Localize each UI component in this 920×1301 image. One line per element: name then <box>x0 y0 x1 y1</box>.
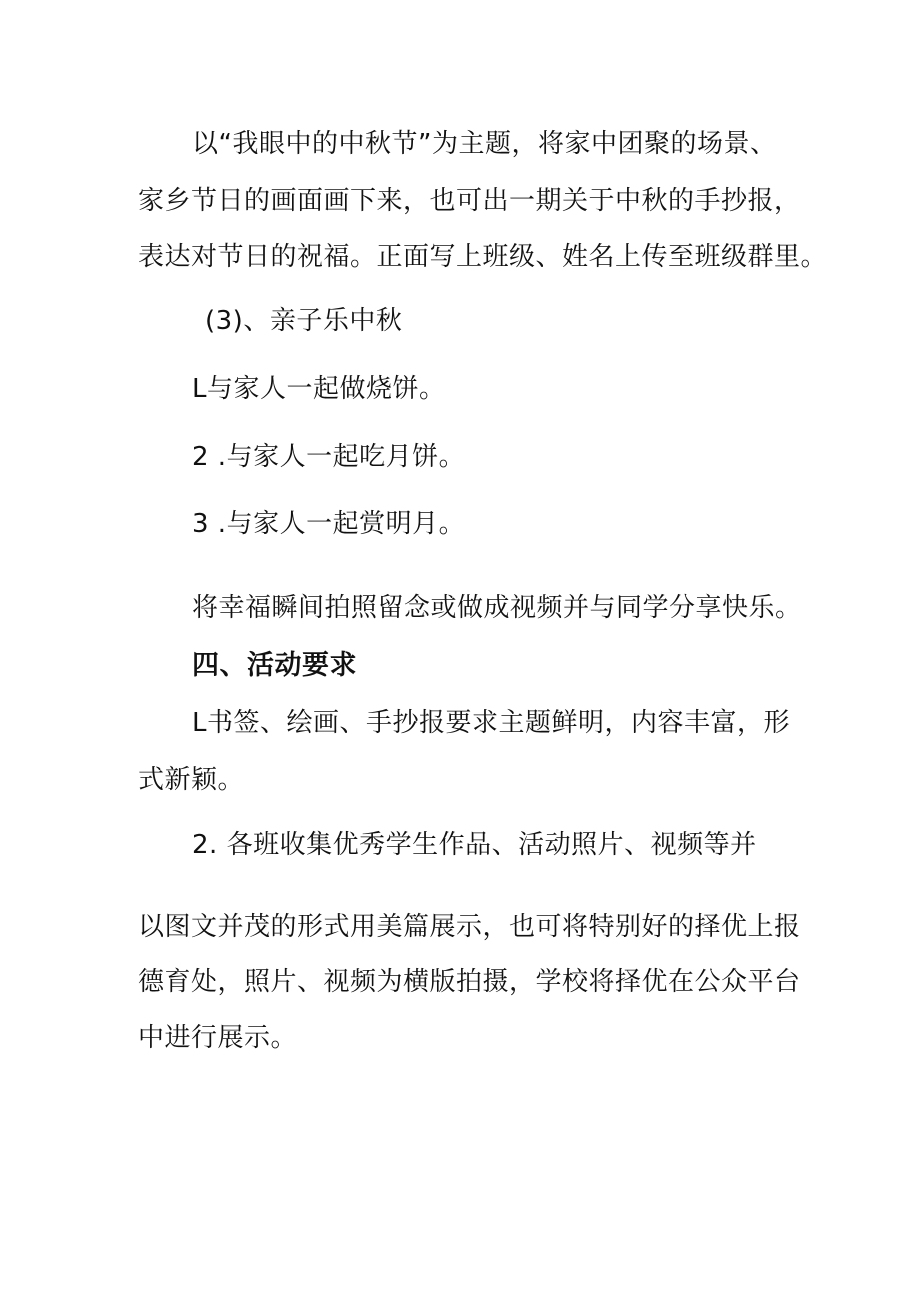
list-item-2: 2 .与家人一起吃月饼。 <box>192 442 466 472</box>
share-paragraph: 将幸福瞬间拍照留念或做成视频并与同学分享快乐。 <box>192 593 802 623</box>
display-paragraph-line-2: 德育处，照片、视频为横版拍摄，学校将择优在公众平台 <box>138 967 801 997</box>
list-item-1: L与家人一起做烧饼。 <box>192 374 446 404</box>
paragraph-theme-line-1: 以“我眼中的中秋节”为主题，将家中团聚的场景、 <box>192 129 777 159</box>
section-subtitle: (3)、亲子乐中秋 <box>205 306 403 336</box>
paragraph-theme-line-3: 表达对节日的祝福。正面写上班级、姓名上传至班级群里。 <box>138 242 828 272</box>
paragraph-theme-line-2: 家乡节日的画面画下来，也可出一期关于中秋的手抄报， <box>138 186 801 216</box>
requirement-1-line-2: 式新颖。 <box>138 765 245 795</box>
display-paragraph-line-1: 以图文并茂的形式用美篇展示，也可将特别好的择优上报 <box>138 912 801 942</box>
requirement-2-line-1: 2. 各班收集优秀学生作品、活动照片、视频等并 <box>192 830 757 860</box>
requirement-1-line-1: L书签、绘画、手抄报要求主题鲜明，内容丰富，形 <box>192 708 790 738</box>
section-heading: 四、活动要求 <box>192 650 357 681</box>
display-paragraph-line-3: 中进行展示。 <box>138 1023 298 1053</box>
list-item-3: 3 .与家人一起赏明月。 <box>192 509 466 539</box>
